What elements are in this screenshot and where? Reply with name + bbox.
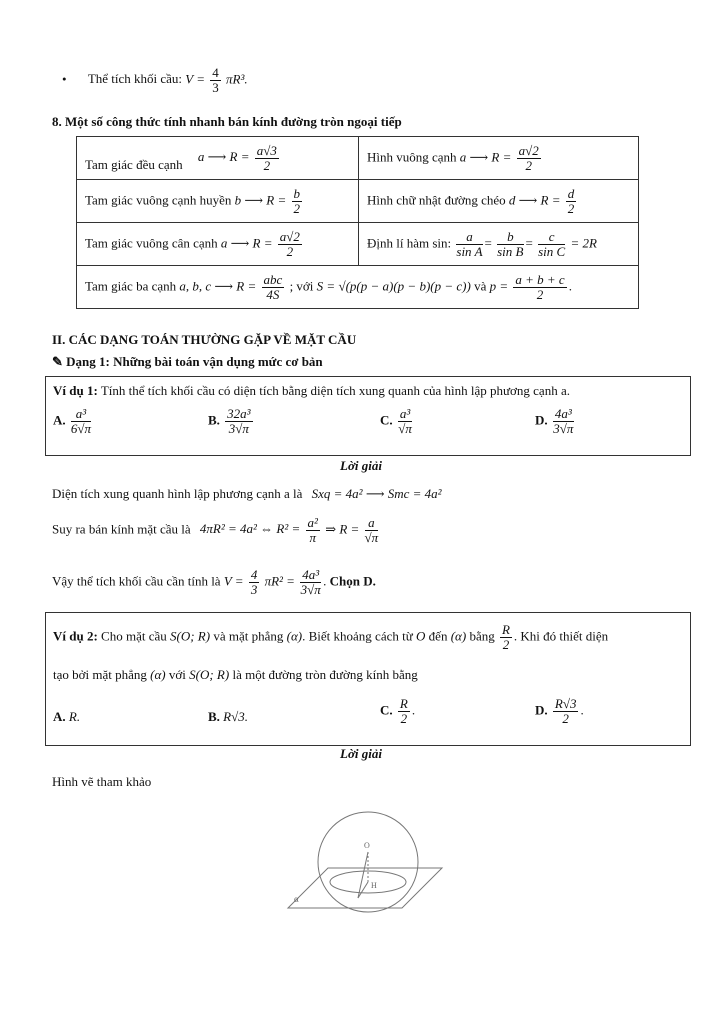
cell-label: Hình chữ nhật đường chéo	[367, 191, 506, 207]
ex2-text: bằng	[469, 628, 495, 644]
heron-formula: S = √(p(p − a)(p − b)(p − c))	[316, 277, 471, 293]
p-lhs: p =	[489, 277, 509, 293]
ex2-text: đến	[428, 628, 448, 644]
option-fraction: $\frac{R}{2}$	[399, 696, 408, 726]
volume-fraction: $\frac{4}{3}$	[212, 65, 219, 95]
cell-sine-law: Định lí hàm sin: $\frac{a}{\text{sin A}}$ = $\frac{b}{\text{sin B}}$ = $\frac{c}{\text{sin C}}$ = 2R	[359, 223, 639, 266]
cell-fraction: $\frac{a√2}{2}$	[518, 142, 539, 173]
ex2-text: . Khi đó thiết diện	[513, 628, 609, 644]
sine-frac-c: $\frac{c}{\text{sin C}}$	[538, 228, 566, 259]
label-h: H	[371, 881, 377, 890]
option-letter: C.	[380, 412, 393, 428]
dang1-title-row	[52, 354, 323, 370]
sol1-line1-text: Diện tích xung quanh hình lập phương cạnh a là	[52, 486, 303, 501]
bullet-dot: •	[62, 71, 67, 87]
option-letter: D.	[535, 412, 548, 428]
ex2-text: là một đường tròn đường kính bằng	[232, 667, 418, 682]
cell-fraction: $\frac{\text{abc}}{4S}$	[263, 271, 283, 302]
ex1-option-b[interactable]	[208, 407, 255, 436]
ex2-sphere: S(O; R)	[189, 667, 230, 682]
sol1-frac2: $\frac{a}{√\pi}$	[364, 515, 379, 545]
cell-isosceles-right	[77, 223, 359, 266]
ex2-text: Cho mặt cầu	[101, 628, 167, 644]
solution2-label: Lời giải	[340, 746, 383, 761]
sol1-answer: Chọn D.	[329, 573, 376, 589]
option-fraction: $\frac{\text{4a³}}{3√\pi}$	[553, 406, 574, 436]
ex1-option-d[interactable]	[535, 407, 576, 436]
cell-vars: a, b, c	[179, 277, 212, 293]
ex2-plane: (α)	[150, 667, 166, 682]
cell-square	[359, 137, 639, 180]
pencil-icon: ✎	[52, 354, 63, 369]
cell-and: và	[474, 277, 487, 293]
cell-label: Tam giác vuông cân cạnh	[85, 234, 218, 250]
option-letter: B.	[208, 412, 220, 428]
sol1-line2	[52, 516, 380, 545]
ex1-question-row	[53, 383, 570, 399]
sol1-line2-text: Suy ra bán kính mặt cầu là	[52, 521, 191, 537]
ex2-line2	[53, 667, 418, 683]
cell-label: Định lí hàm sin:	[367, 234, 452, 250]
ex2-line1	[53, 623, 608, 652]
ex2-option-d[interactable]	[535, 697, 584, 726]
ex1-option-c[interactable]	[380, 407, 414, 436]
ex1-option-a[interactable]	[53, 407, 93, 436]
sol1-line3-text: Vậy thể tích khối cầu cần tính là	[52, 573, 221, 589]
sol1-line3-lhs: V =	[223, 573, 244, 589]
option-value: R.	[68, 709, 81, 724]
ex2-text: và mặt phẳng	[213, 628, 284, 644]
cell-rectangle	[359, 180, 639, 223]
solution1-label: Lời giải	[340, 458, 383, 473]
sphere-figure	[280, 800, 450, 920]
option-letter: A.	[53, 412, 66, 428]
sol1-line2-math-b: ⇒ R =	[325, 521, 360, 537]
option-letter: B.	[208, 709, 220, 724]
sine-frac-b: $\frac{b}{\text{sin B}}$	[497, 228, 524, 259]
option-fraction: $\frac{R√3}{2}$	[554, 696, 577, 726]
bullet-volume	[62, 66, 248, 95]
sol1-line1	[52, 486, 442, 502]
sol1-frac4: $\frac{\text{4a³}}{3√\pi}$	[300, 567, 321, 597]
cell-arrow: a ⟶ R =	[220, 234, 273, 250]
cell-with: ; với	[289, 277, 314, 293]
cell-right-triangle	[77, 180, 359, 223]
cell-general-triangle: Tam giác ba cạnh a, b, c ⟶ R = $\frac{\text{abc}}{4S}$ ; với S = √(p(p − a)(p − b)(p − c)) và p = $\frac{a + b + c}{2}$ .	[77, 266, 639, 309]
cell-label: Tam giác ba cạnh	[85, 277, 177, 293]
example2-box	[45, 612, 691, 746]
option-fraction: $\frac{\text{32a³}}{3√\pi}$	[227, 406, 251, 436]
ex2-plane: (α)	[450, 628, 467, 644]
ex2-option-c[interactable]	[380, 697, 415, 726]
sol1-line3: Vậy thể tích khối cầu cần tính là V = $\frac{4}{3}$ πR² = $\frac{\text{4a³}}{3√\pi}$ . Chọn D.	[52, 567, 376, 597]
option-fraction: $\frac{\text{a³}}{√\pi}$	[398, 406, 412, 436]
cell-fraction: $\frac{a√3}{2}$	[256, 142, 277, 173]
option-letter: A.	[53, 709, 66, 724]
ex1-question: Tính thể tích khối cầu có diện tích bằng diện tích xung quanh của hình lập phương cạnh a.	[100, 383, 570, 398]
dang1-title: Dạng 1: Những bài toán vận dụng mức cơ bản	[66, 354, 323, 369]
ex2-option-b[interactable]	[208, 709, 248, 725]
ex2-option-a[interactable]	[53, 709, 80, 725]
cell-equilateral	[77, 137, 359, 180]
sol1-line1-math: Sxq = 4a² ⟶ Smc = 4a²	[311, 486, 442, 501]
volume-rest: πR³.	[226, 71, 248, 87]
cell-label: Tam giác vuông cạnh huyền	[85, 191, 232, 207]
example1-box	[45, 376, 691, 456]
option-value: R√3.	[223, 709, 248, 724]
segment-slant	[358, 852, 368, 898]
ex1-label: Ví dụ 1:	[53, 383, 98, 398]
volume-lhs: V =	[185, 71, 206, 87]
sol1-frac3: $\frac{4}{3}$	[250, 567, 258, 597]
ex2-text: . Biết khoảng cách từ	[302, 628, 413, 644]
p-fraction: $\frac{a + b + c}{2}$	[515, 271, 565, 302]
ex2-point-o: O	[416, 628, 426, 644]
formula-table	[76, 136, 639, 309]
sol1-line2-math-a: 4πR² = 4a² ⇔ R² =	[199, 521, 301, 537]
cell-arrow: a ⟶ R =	[197, 148, 250, 164]
bullet-label: Thể tích khối cầu:	[87, 71, 183, 87]
label-o: O	[364, 841, 370, 850]
sine-tail: = 2R	[570, 234, 597, 250]
section8-title: 8. Một số công thức tính nhanh bán kính đường tròn ngoại tiếp	[52, 114, 402, 129]
ex2-dist-fraction: $\frac{R}{2}$	[501, 622, 510, 652]
cell-arrow: b ⟶ R =	[234, 191, 287, 207]
sine-frac-a: $\frac{a}{\text{sin A}}$	[456, 228, 483, 259]
ex2-text: với	[168, 667, 186, 682]
option-tail: .	[580, 702, 584, 718]
option-fraction: $\frac{\text{a³}}{6√\pi}$	[70, 406, 92, 436]
cell-fraction: $\frac{b}{2}$	[293, 185, 300, 216]
sol1-line3-mid: πR² =	[264, 573, 295, 589]
figure-caption: Hình vẽ tham khảo	[52, 774, 152, 789]
label-alpha: α	[294, 894, 299, 904]
cell-arrow: a ⟶ R =	[459, 148, 512, 164]
ex2-plane: (α)	[286, 628, 303, 644]
cell-arrow: ⟶ R =	[214, 277, 257, 293]
ex2-label: Ví dụ 2:	[53, 628, 98, 644]
cell-label: Hình vuông cạnh	[367, 148, 457, 164]
ex2-sphere: S(O; R)	[170, 628, 211, 644]
sol1-frac1: $\frac{\text{a²}}{\pi}$	[307, 515, 318, 545]
cell-label: Tam giác đều cạnh	[85, 156, 183, 172]
option-tail: .	[411, 702, 416, 718]
cell-fraction: $\frac{a√2}{2}$	[279, 228, 300, 259]
cell-fraction: $\frac{d}{2}$	[567, 185, 575, 216]
part2-title: II. CÁC DẠNG TOÁN THƯỜNG GẶP VỀ MẶT CẦU	[52, 332, 357, 347]
cell-arrow: d ⟶ R =	[508, 191, 561, 207]
option-letter: C.	[380, 702, 393, 718]
plane-alpha-shape	[288, 868, 442, 908]
ex2-text: tạo bởi mặt phẳng	[53, 667, 147, 682]
option-letter: D.	[535, 702, 548, 718]
